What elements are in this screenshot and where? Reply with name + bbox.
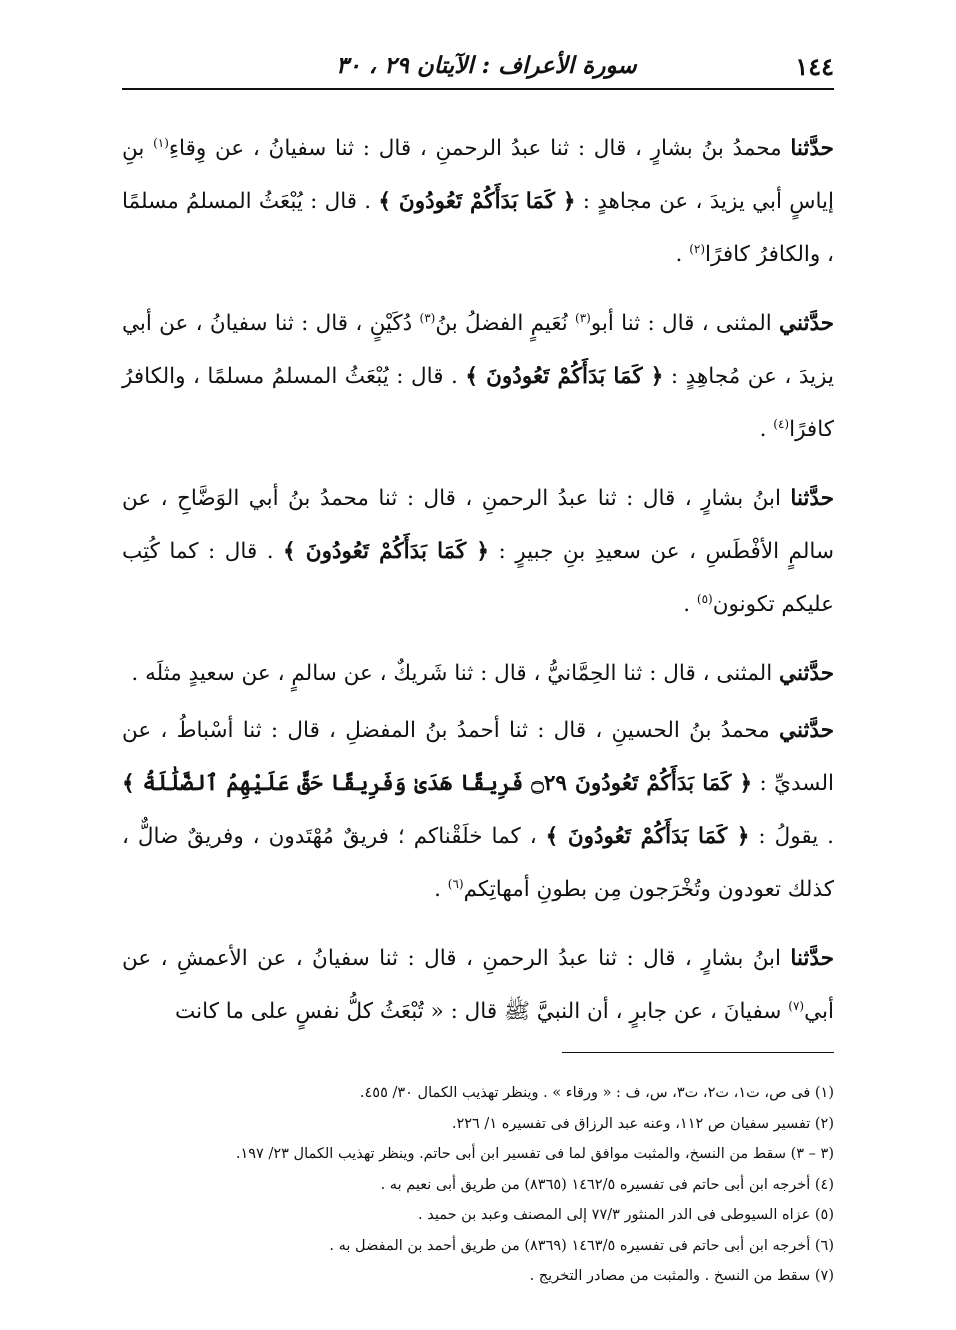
main-text <box>122 122 834 1054</box>
paragraph <box>122 704 834 916</box>
page-number: ١٤٤ <box>795 52 834 81</box>
text-segment: . <box>675 242 690 267</box>
text-segment: ابنُ بشارٍ ، قال : ثنا عبدُ الرحمنِ ، قال : ثنا سفيانُ ، عن الأعمشِ ، عن أبي <box>122 946 834 1024</box>
text-segment: . <box>759 417 774 442</box>
footnote: (٦) أخرجه ابن أبى حاتم فى تفسيره ١٤٦٣/٥ (٨٣٦٩) من طريق أحمد بن المفضل به . <box>329 1237 834 1254</box>
footnote-marker: (١) <box>153 135 169 150</box>
paragraph-lead: حدَّثنا <box>790 136 834 161</box>
text-segment: . <box>683 592 697 617</box>
paragraph-lead: حدَّثني <box>779 718 834 743</box>
text-segment: . قال : كما كُتِب عليكم تكونون <box>122 539 834 617</box>
running-title: سورة الأعراف : الآيتان ٢٩ ، ٣٠ <box>336 52 637 79</box>
quran-quote: ﴿ كَمَا بَدَأَكُمْ تَعُودُونَ ﴾ <box>465 364 664 389</box>
paragraph <box>122 297 834 456</box>
paragraph <box>122 932 834 1038</box>
text-segment: . <box>434 877 448 902</box>
paragraph <box>122 122 834 281</box>
footnote: (٣ – ٣) سقط من النسخ، والمثبت موافق لما فى تفسير ابن أبى حاتم. وينظر تهذيب الكمال ٢٣/ ١٩٧. <box>235 1146 834 1162</box>
footnote: (٤) أخرجه ابن أبى حاتم فى تفسيره ١٤٦٢/٥ (٨٣٦٥) من طريق أبى نعيم به . <box>380 1176 834 1193</box>
footnote-separator <box>562 1052 834 1053</box>
footnote-marker: (٢) <box>689 241 706 256</box>
paragraph-lead: حدَّثني <box>779 661 834 686</box>
text-segment: ابنُ بشارٍ ، قال : ثنا عبدُ الرحمنِ ، قال : ثنا محمدُ بنُ أبي الوَضَّاحِ ، عن سالمٍ الأفْطَسِ ، عن سعيدِ بنِ جبيرٍ : <box>122 486 834 564</box>
footnote-marker: (٣) <box>419 310 436 325</box>
footnote-marker: (٦) <box>447 876 464 891</box>
footnote-marker: (٤) <box>773 416 790 431</box>
paragraph-lead: حدَّثني <box>779 311 835 336</box>
page-header <box>122 44 834 90</box>
text-segment: محمدُ بنُ الحسينِ ، قال : ثنا أحمدُ بنُ المفضلِ ، قال : ثنا أسْباطُ ، عن السديِّ : <box>122 718 835 796</box>
paragraph <box>122 472 834 631</box>
footnote: (١) فى ص، ت١، ت٢، ت٣، س، ف : « ورقاء » . وينظر تهذيب الكمال ٣٠/ ٤٥٥. <box>359 1085 834 1101</box>
text-segment: سفيانَ ، عن جابرٍ ، أن النبيَّ ﷺ قال : « تُبْعَثُ كلُّ نفسٍ على ما كانت <box>175 999 789 1024</box>
text-segment: دُكَيْنٍ ، قال : ثنا سفيانُ ، عن أبي يزيدَ ، عن مُجاهِدٍ : <box>122 311 835 389</box>
text-segment: . يقولُ : <box>749 824 834 849</box>
footnote: (٢) تفسير سفيان ص ١١٢، وعنه عبد الرزاق فى تفسيره ١/ ٢٢٦. <box>451 1115 834 1132</box>
footnote-marker: (٧) <box>788 998 805 1013</box>
text-segment: المثنى ، قال : ثنا الحِمَّانيُّ ، قال : ثنا شَريكٌ ، عن سالمٍ ، عن سعيدٍ مثلَه . <box>131 661 780 686</box>
text-segment: . قال : يُبْعَثُ المسلمُ مسلمًا ، والكافرُ كافرًا <box>122 189 834 267</box>
quran-quote: ﴿ كَمَا بَدَأَكُمْ تَعُودُونَ ﴾ <box>378 189 576 214</box>
text-segment: المثنى ، قال : ثنا أبو <box>590 311 780 336</box>
quran-quote: ﴿ كَمَا بَدَأَكُمْ تَعُودُونَ ﴾ <box>545 824 750 849</box>
quran-quote: ﴿ كَمَا بَدَأَكُمْ تَعُودُونَ ۝٢٩ فَرِيقًا هَدَىٰ وَفَرِيقًا حَقَّ عَلَيْهِمُ ٱلضَّلَٰلَةُ ﴾ <box>122 771 753 796</box>
footnote: (٧) سقط من النسخ . والمثبت من مصادر التخريج . <box>529 1268 834 1284</box>
header-rule <box>122 88 834 90</box>
text-segment: . قال : يُبْعَثُ المسلمُ مسلمًا ، والكافرُ كافرًا <box>122 364 834 442</box>
footnote: (٥) عزاه السيوطى فى الدر المنثور ٧٧/٣ إلى المصنف وعبد بن حميد . <box>418 1207 834 1223</box>
text-segment: ، كما خلَقْناكم ؛ فريقٌ مُهْتَدون ، وفريقٌ ضالٌّ ، كذلك تعودون وتُخْرَجون مِن بطونِ أمهاتِكم <box>122 824 834 902</box>
text-segment: بنِ إياسٍ أبي يزيدَ ، عن مجاهدٍ : <box>122 136 834 214</box>
quran-quote: ﴿ كَمَا بَدَأَكُمْ تَعُودُونَ ﴾ <box>283 539 490 564</box>
text-segment: محمدُ بنُ بشارٍ ، قال : ثنا عبدُ الرحمنِ ، قال : ثنا سفيانُ ، عن وِقاءِ <box>168 136 791 161</box>
footnote-marker: (٥) <box>696 591 713 606</box>
text-segment: نُعَيمٍ الفضلُ بنُ <box>435 311 575 336</box>
paragraph-lead: حدَّثنا <box>790 946 834 971</box>
paragraph-lead: حدَّثنا <box>790 486 834 511</box>
paragraph <box>122 647 834 700</box>
footnotes <box>122 1078 834 1292</box>
footnote-marker: (٣) <box>575 310 591 325</box>
